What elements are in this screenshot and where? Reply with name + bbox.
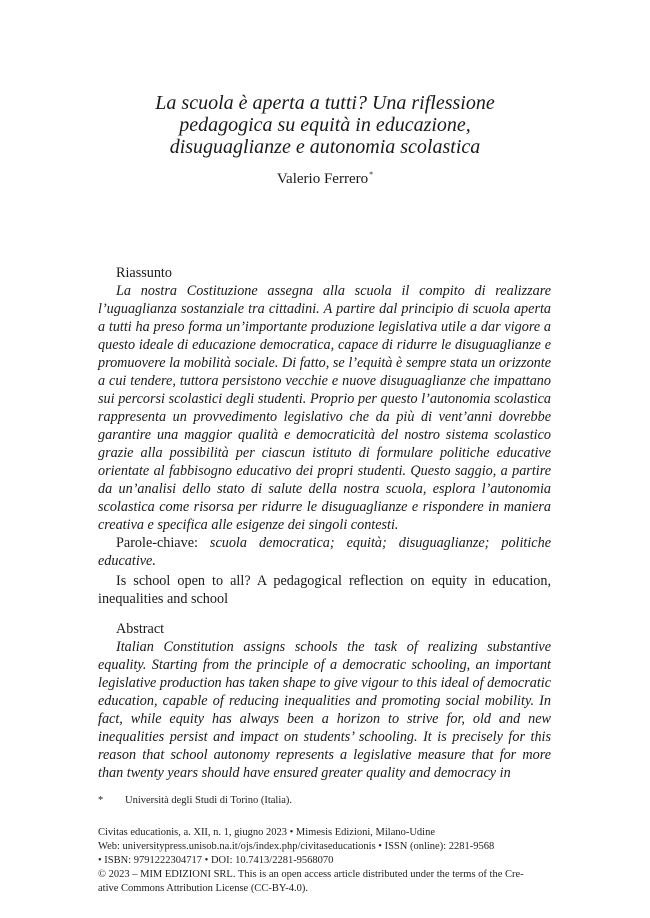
colophon-line: • ISBN: 9791222304717 • DOI: 10.7413/2281-9568070 (98, 855, 334, 866)
colophon-line: Web: universitypress.unisob.na.it/ojs/index.php/civitaseducationis • ISSN (online): 2281-9568 (98, 841, 495, 852)
colophon-line: © 2023 – MIM EDIZIONI SRL. This is an open access article distributed under the terms of the Cre- (98, 869, 524, 880)
article-title-line: pedagogica su equità in educazione, (179, 114, 471, 136)
article-title-line: disuguaglianze e autonomia scolastica (169, 136, 481, 158)
abstract-heading: Abstract (116, 621, 165, 637)
author-name: Valerio Ferrero (276, 171, 369, 187)
footnote-text: Università degli Studi di Torino (Italia). (125, 795, 293, 806)
footnote (98, 794, 568, 808)
riassunto-section (98, 264, 551, 570)
riassunto-heading: Riassunto (116, 265, 172, 281)
abstract-section (98, 620, 551, 782)
abstract-text: Italian Constitution assigns schools the task of realizing substantive equality. Starting from the principle of a democratic schooling, an important legislative production has taken shape to give vigour to this ideal of democratic education, capable of reducing inequalities and promoting social mobility. In fact, while equity has always been a horizon to strive for, old and new inequalities persist and impact on students’ schooling. It is precisely for this reason that school autonomy represents a legislative measure that for more than twenty years should have ensured greater quality and democracy in (98, 639, 551, 781)
english-title: Is school open to all? A pedagogical reflection on equity in education, inequalities and school (98, 573, 551, 607)
riassunto-text: La nostra Costituzione assegna alla scuola il compito di realizzare l’uguaglianza sostanziale tra cittadini. A partire dal principio di scuola aperta a tutti ha preso forma un’importante produzione legislativa utile a dar vigore a questo ideale di educazione democratica, capace di ridurre le disuguaglianze e promuovere la mobilità sociale. Di fatto, se l’equità è sempre stata un orizzonte a cui tendere, tuttora persistono vecchie e nuove disuguaglianze che impattano sui percorsi scolastici degli studenti. Proprio per questo l’autonomia scolastica rappresenta un provvedimento legislativo che da più di vent’anni dovrebbe garantire una maggior qualità e democraticità del nostro sistema scolastico grazie alla possibilità per ciascun istituto di formulare politiche educative orientate al fabbisogno educativo dei propri studenti. Questo saggio, a partire da un’analisi dello stato di salute della nostra scuola, esplora l’autonomia scolastica come risorsa per ridurre le disuguaglianze e rispondere in maniera creativa e specifica alle esigenze dei singoli contesti. (98, 283, 551, 533)
colophon-line: Civitas educationis, a. XII, n. 1, giugno 2023 • Mimesis Edizioni, Milano-Udine (98, 827, 436, 838)
footnote-marker: * (98, 795, 104, 806)
keywords-label: Parole-chiave: (116, 535, 198, 551)
keywords-line (98, 534, 551, 570)
keywords-list: scuola democratica; equità; disuguaglianze; politiche educative. (98, 535, 551, 569)
author-footnote-marker: * (369, 170, 374, 179)
author-byline (100, 170, 550, 188)
colophon-line: ative Commons Attribution License (CC-BY-4.0). (98, 883, 308, 894)
article-title-line: La scuola è aperta a tutti? Una riflessione (155, 92, 495, 114)
article-title (100, 92, 550, 158)
english-title-section (98, 572, 551, 608)
colophon (98, 826, 568, 896)
